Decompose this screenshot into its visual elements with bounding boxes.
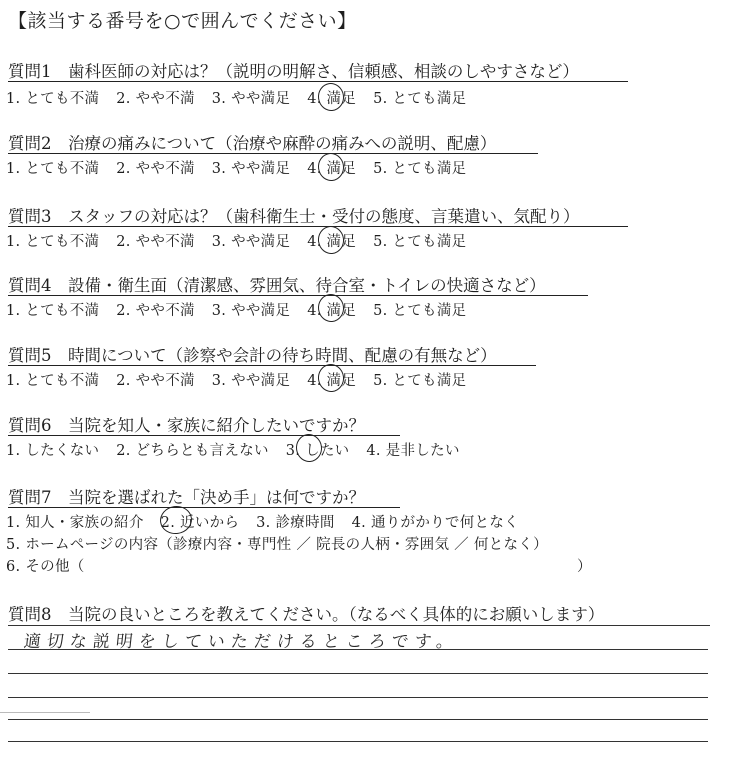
answer-line-6: [8, 741, 708, 742]
q2-option-1[interactable]: 1. とても不満: [6, 161, 100, 177]
q3-option-1[interactable]: 1. とても不満: [6, 234, 100, 250]
page-title: 【該当する番号を○で囲んでください】: [8, 10, 357, 32]
q5-option-1[interactable]: 1. とても不満: [6, 373, 100, 389]
q3-option-3[interactable]: 3. やや満足: [211, 234, 291, 250]
question-1-underline: [8, 81, 628, 82]
q6-option-1[interactable]: 1. したくない: [6, 443, 100, 459]
q2-option-5[interactable]: 5. とても満足: [373, 161, 467, 177]
scan-smudge: [0, 712, 90, 713]
q1-option-4[interactable]: 4. 満足: [307, 91, 357, 107]
q4-option-4[interactable]: 4. 満足: [307, 303, 357, 319]
q7-option-6-close: ）: [577, 559, 592, 575]
question-6-label: 質問6 当院を知人・家族に紹介したいですか？: [8, 416, 365, 435]
q1-option-3[interactable]: 3. やや満足: [211, 91, 291, 107]
q1-option-2[interactable]: 2. やや不満: [116, 91, 195, 107]
q2-option-3[interactable]: 3. やや満足: [211, 161, 291, 177]
question-2-underline: [8, 153, 538, 154]
question-5-underline: [8, 365, 536, 366]
q7-option-5[interactable]: 5. ホームページの内容（診療内容・専門性 ／ 院長の人柄・雰囲気 ／ 何となく）: [6, 537, 548, 553]
question-1-label: 質問1 歯科医師の対応は？（説明の明解さ、信頼感、相談のしやすさなど）: [8, 62, 579, 81]
q3-option-2[interactable]: 2. やや不満: [116, 234, 195, 250]
question-1-options: [6, 87, 478, 108]
q4-option-3[interactable]: 3. やや満足: [211, 303, 291, 319]
q5-option-5[interactable]: 5. とても満足: [373, 373, 467, 389]
question-6-underline: [8, 435, 400, 436]
question-7-options-line-1: [6, 511, 531, 532]
q1-option-5[interactable]: 5. とても満足: [373, 91, 467, 107]
question-4-label: 質問4 設備・衛生面（清潔感、雰囲気、待合室・トイレの快適さなど）: [8, 276, 546, 295]
question-2-label: 質問2 治療の痛みについて（治療や麻酔の痛みへの説明、配慮）: [8, 134, 497, 153]
question-3-label: 質問3 スタッフの対応は？（歯科衛生士・受付の態度、言葉遣い、気配り）: [8, 207, 580, 226]
q7-option-2[interactable]: 2. 近いから: [160, 515, 240, 531]
q6-option-3[interactable]: 3. したい: [285, 443, 350, 459]
q3-option-4[interactable]: 4. 満足: [307, 234, 357, 250]
q2-option-4[interactable]: 4. 満足: [307, 161, 357, 177]
q4-option-1[interactable]: 1. とても不満: [6, 303, 100, 319]
q7-option-1[interactable]: 1. 知人・家族の紹介: [6, 515, 144, 531]
q2-option-2[interactable]: 2. やや不満: [116, 161, 195, 177]
q1-option-1[interactable]: 1. とても不満: [6, 91, 100, 107]
question-7-label: 質問7 当院を選ばれた「決め手」は何ですか？: [8, 488, 365, 507]
question-6-options: [6, 439, 472, 460]
question-3-underline: [8, 226, 628, 227]
q5-option-3[interactable]: 3. やや満足: [211, 373, 291, 389]
answer-line-2: [8, 649, 708, 650]
q4-option-5[interactable]: 5. とても満足: [373, 303, 467, 319]
answer-line-5: [8, 719, 708, 720]
question-2-options: [6, 157, 478, 178]
question-3-options: [6, 230, 478, 251]
q6-option-2[interactable]: 2. どちらとも言えない: [116, 443, 269, 459]
question-7-underline: [8, 507, 400, 508]
q6-option-4[interactable]: 4. 是非したい: [366, 443, 460, 459]
answer-line-1: [8, 625, 710, 626]
answer-line-3: [8, 673, 708, 674]
q4-option-2[interactable]: 2. やや不満: [116, 303, 195, 319]
q7-option-4[interactable]: 4. 通りがかりで何となく: [351, 515, 519, 531]
question-4-underline: [8, 295, 588, 296]
q7-option-6[interactable]: 6. その他（: [6, 559, 85, 575]
q8-handwritten-answer[interactable]: 適切な説明をしていただけるところです。: [22, 632, 461, 652]
q7-option-3[interactable]: 3. 診療時間: [256, 515, 335, 531]
question-8-label: 質問8 当院の良いところを教えてください。（なるべく具体的にお願いします）: [8, 605, 605, 624]
question-4-options: [6, 299, 478, 320]
question-5-label: 質問5 時間について（診察や会計の待ち時間、配慮の有無など）: [8, 346, 497, 365]
q5-option-4[interactable]: 4. 満足: [307, 373, 357, 389]
q3-option-5[interactable]: 5. とても満足: [373, 234, 467, 250]
answer-line-4: [8, 697, 708, 698]
question-5-options: [6, 369, 478, 390]
q5-option-2[interactable]: 2. やや不満: [116, 373, 195, 389]
